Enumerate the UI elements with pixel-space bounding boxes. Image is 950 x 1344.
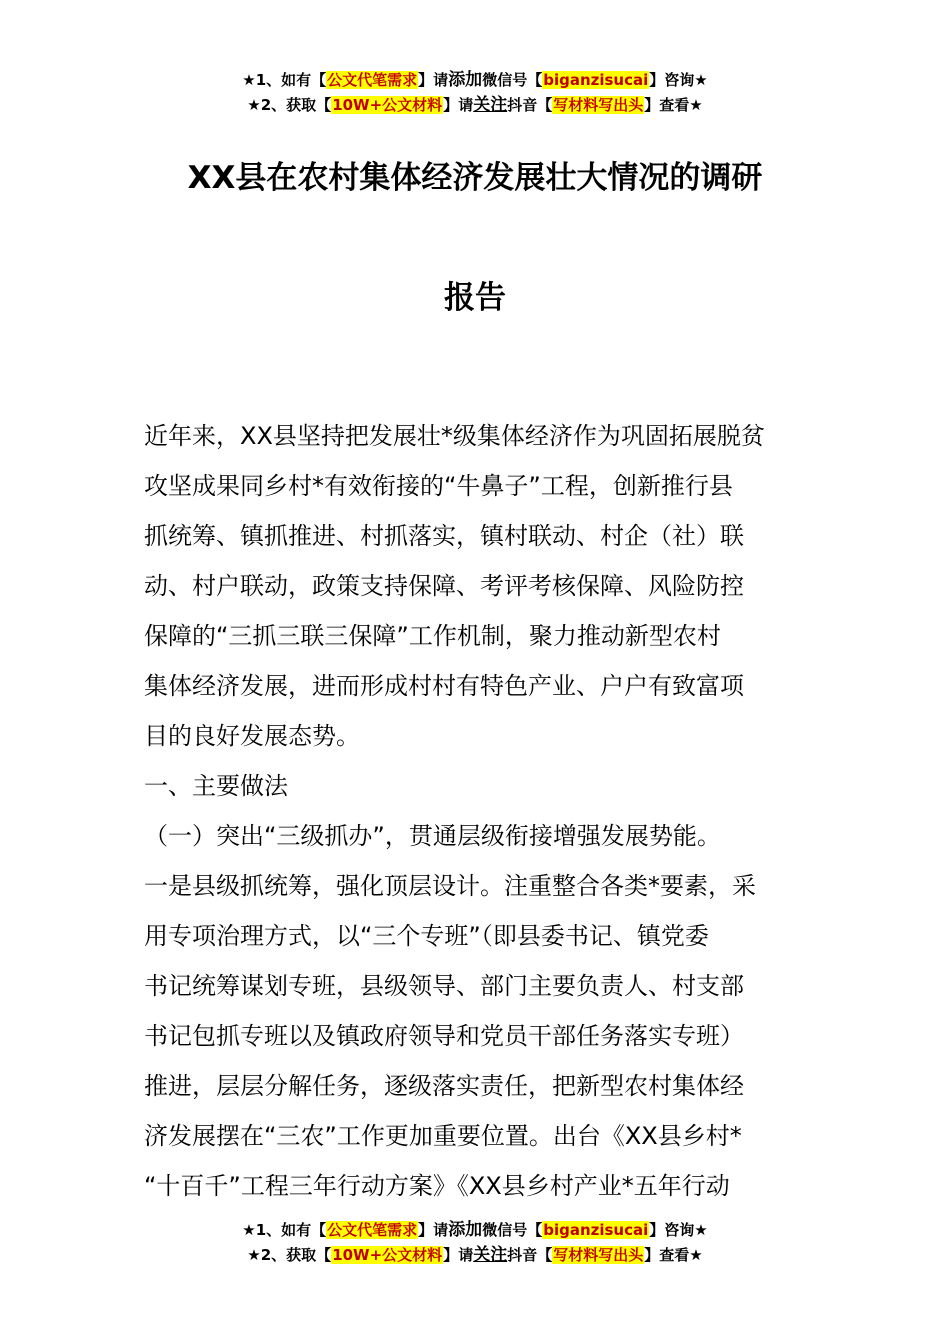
promo-line-2: ★2、获取【10W+公文材料】请关注抖音【写材料写出头】查看★ bbox=[247, 1245, 703, 1265]
promo-highlight: biganzisucai bbox=[543, 71, 649, 89]
body-line: 目的良好发展态势。 bbox=[144, 722, 360, 750]
body-line: 保障的“三抓三联三保障”工作机制，聚力推动新型农村 bbox=[144, 622, 721, 650]
subsection-heading: （一）突出“三级抓办”，贯通层级衔接增强发展势能。 bbox=[144, 822, 721, 850]
header-promo-banner bbox=[0, 68, 950, 118]
document-title-continued: 报告 bbox=[444, 280, 506, 316]
body-line: 推进，层层分解任务，逐级落实责任，把新型农村集体经 bbox=[144, 1072, 744, 1100]
promo-highlight: 写材料写出头 bbox=[553, 96, 644, 114]
promo-line-1: ★1、如有【公文代笔需求】请添加微信号【biganzisucai】咨询★ bbox=[242, 1220, 708, 1240]
promo-highlight: 公文代笔需求 bbox=[327, 1221, 418, 1239]
promo-line-1: ★1、如有【公文代笔需求】请添加微信号【biganzisucai】咨询★ bbox=[242, 70, 708, 90]
body-line: “十百千”工程三年行动方案》《XX县乡村产业*五年行动 bbox=[144, 1172, 730, 1200]
body-line: 书记包抓专班以及镇政府领导和党员干部任务落实专班） bbox=[144, 1022, 744, 1050]
body-line: 攻坚成果同乡村*有效衔接的“牛鼻子”工程，创新推行县 bbox=[144, 472, 733, 500]
body-line: 近年来，XX县坚持把发展壮*级集体经济作为巩固拓展脱贫 bbox=[144, 422, 765, 450]
body-line: 动、村户联动，政策支持保障、考评考核保障、风险防控 bbox=[144, 572, 744, 600]
body-line: 抓统筹、镇抓推进、村抓落实，镇村联动、村企（社）联 bbox=[144, 522, 744, 550]
footer-promo-banner bbox=[0, 1218, 950, 1268]
body-line: 一是县级抓统筹，强化顶层设计。注重整合各类*要素，采 bbox=[144, 872, 756, 900]
promo-highlight: 10W+公文材料 bbox=[332, 96, 443, 114]
promo-highlight: biganzisucai bbox=[543, 1221, 649, 1239]
body-line: 集体经济发展，进而形成村村有特色产业、户户有致富项 bbox=[144, 672, 744, 700]
body-line: 用专项治理方式，以“三个专班”（即县委书记、镇党委 bbox=[144, 922, 709, 950]
body-line: 书记统筹谋划专班，县级领导、部门主要负责人、村支部 bbox=[144, 972, 744, 1000]
promo-highlight: 10W+公文材料 bbox=[332, 1246, 443, 1264]
promo-highlight: 写材料写出头 bbox=[553, 1246, 644, 1264]
promo-line-2: ★2、获取【10W+公文材料】请关注抖音【写材料写出头】查看★ bbox=[247, 95, 703, 115]
body-line: 济发展摆在“三农”工作更加重要位置。出台《XX县乡村* bbox=[144, 1122, 742, 1150]
section-heading: 一、主要做法 bbox=[144, 772, 288, 800]
document-body bbox=[144, 411, 808, 1211]
promo-highlight: 公文代笔需求 bbox=[327, 71, 418, 89]
document-title: XX县在农村集体经济发展壮大情况的调研 bbox=[187, 160, 763, 196]
